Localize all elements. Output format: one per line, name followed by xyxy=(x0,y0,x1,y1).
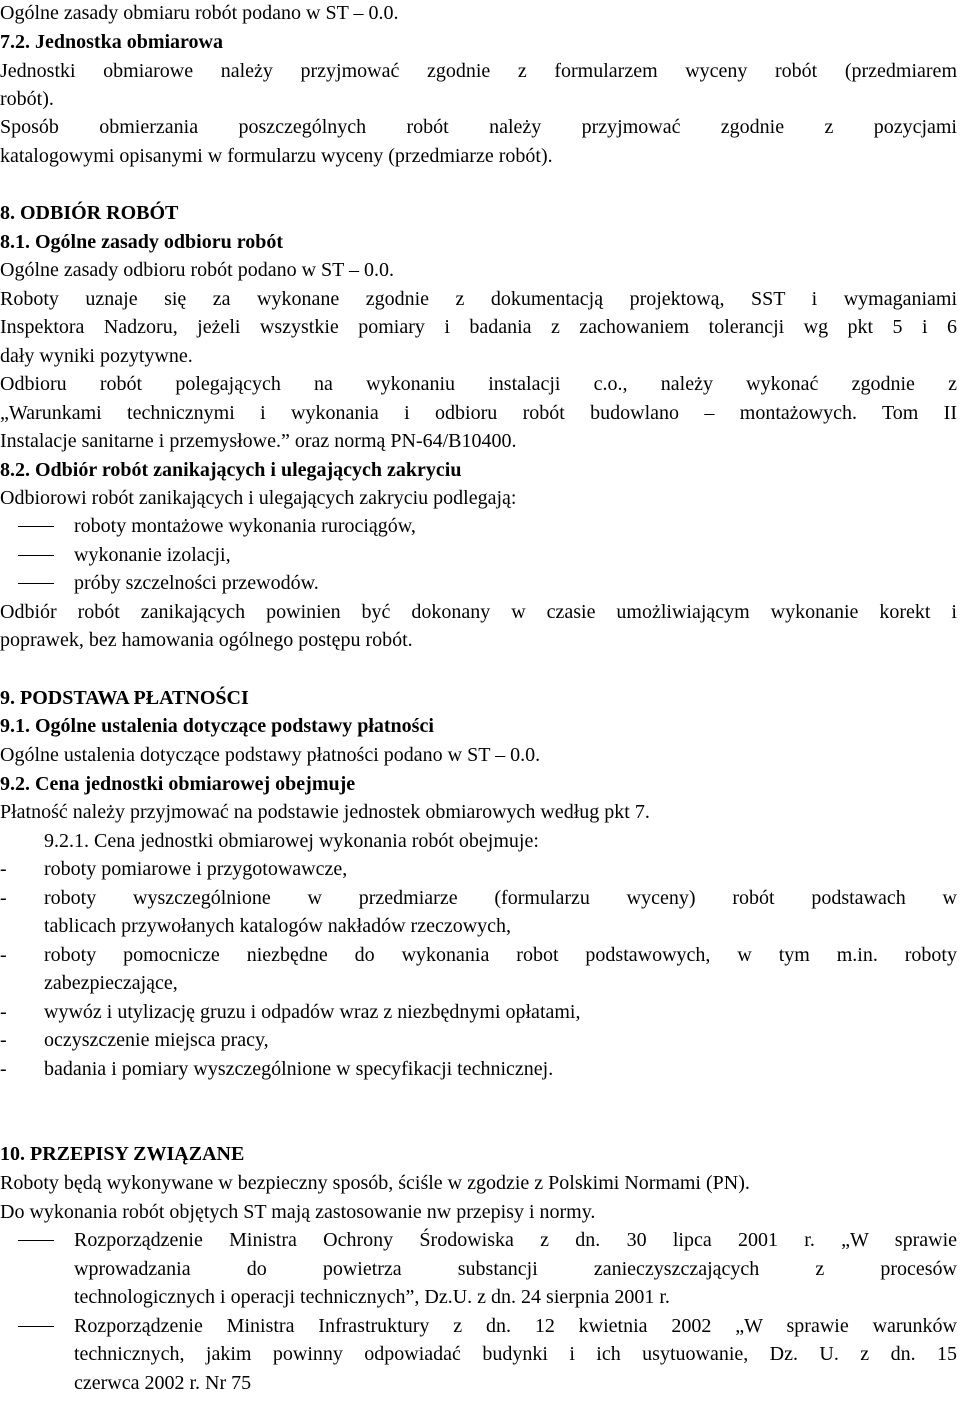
list-item-continuation: technicznych, jakim powinny odpowiadać budynki i ich usytuowanie, Dz. U. z dn. 15 xyxy=(74,1343,957,1365)
paragraph-platnosc: Płatność należy przyjmować na podstawie jednostek obmiarowych według pkt 7. xyxy=(0,801,650,823)
paragraph-zakrycie-intro: Odbiorowi robót zanikających i ulegających zakryciu podlegają: xyxy=(0,487,517,509)
heading-8-2: 8.2. Odbiór robót zanikających i ulegających zakryciu xyxy=(0,459,462,481)
list-item: wywóz i utylizację gruzu i odpadów wraz z niezbędnymi opłatami, xyxy=(44,1001,581,1023)
paragraph-roboty-line2: Inspektora Nadzoru, jeżeli wszystkie pomiary i badania z zachowaniem tolerancji wg pkt 5 i 6 xyxy=(0,316,957,338)
list-item-continuation: tablicach przywołanych katalogów nakładów rzeczowych, xyxy=(44,915,512,937)
list-item-continuation: technologicznych i operacji technicznych”, Dz.U. z dn. 24 sierpnia 2001 r. xyxy=(74,1286,670,1308)
paragraph-korekt-line2: poprawek, bez hamowania ogólnego postępu robót. xyxy=(0,629,413,651)
list-item: roboty pomiarowe i przygotowawcze, xyxy=(44,858,348,880)
list-dash-marker xyxy=(18,526,54,527)
paragraph-method-line2: katalogowymi opisanymi w formularzu wyceny (przedmiarze robót). xyxy=(0,145,553,167)
paragraph-roboty-line3: dały wyniki pozytywne. xyxy=(0,345,193,367)
list-item-continuation: zabezpieczające, xyxy=(44,972,178,994)
paragraph-units-line2: robót). xyxy=(0,88,54,110)
paragraph-co-line1: Odbioru robót polegających na wykonaniu instalacji c.o., należy wykonać zgodnie z xyxy=(0,373,957,395)
list-dash-marker xyxy=(18,555,54,556)
heading-9-1: 9.1. Ogólne ustalenia dotyczące podstawy płatności xyxy=(0,715,434,737)
list-item: wykonanie izolacji, xyxy=(74,544,231,566)
paragraph-obmiar-general: Ogólne zasady obmiaru robót podano w ST – 0.0. xyxy=(0,2,399,24)
list-hyphen-marker: - xyxy=(0,944,7,966)
list-hyphen-marker: - xyxy=(0,1029,7,1051)
paragraph-method-line1: Sposób obmierzania poszczególnych robót należy przyjmować zgodnie z pozycjami xyxy=(0,116,957,138)
heading-7-2: 7.2. Jednostka obmiarowa xyxy=(0,31,223,53)
paragraph-bezpieczny: Roboty będą wykonywane w bezpieczny sposób, ściśle w zgodzie z Polskimi Normami (PN). xyxy=(0,1172,750,1194)
list-item-continuation: czerwca 2002 r. Nr 75 xyxy=(74,1372,252,1394)
list-hyphen-marker: - xyxy=(0,1058,7,1080)
paragraph-units-line1: Jednostki obmiarowe należy przyjmować zgodnie z formularzem wyceny robót (przedmiarem xyxy=(0,60,957,82)
list-item: roboty wyszczególnione w przedmiarze (formularzu wyceny) robót podstawach w xyxy=(44,887,957,909)
heading-8-1: 8.1. Ogólne zasady odbioru robót xyxy=(0,231,283,253)
paragraph-platnosci-general: Ogólne ustalenia dotyczące podstawy płatności podano w ST – 0.0. xyxy=(0,744,541,766)
heading-8: 8. ODBIÓR ROBÓT xyxy=(0,202,179,224)
list-item: próby szczelności przewodów. xyxy=(74,572,319,594)
paragraph-roboty-line1: Roboty uznaje się za wykonane zgodnie z dokumentacją projektową, SST i wymaganiami xyxy=(0,288,957,310)
list-dash-marker xyxy=(18,583,54,584)
list-item: roboty montażowe wykonania rurociągów, xyxy=(74,515,416,537)
list-dash-marker xyxy=(18,1326,54,1327)
list-item: badania i pomiary wyszczególnione w specyfikacji technicznej. xyxy=(44,1058,554,1080)
paragraph-przepisy-intro: Do wykonania robót objętych ST mają zastosowanie nw przepisy i normy. xyxy=(0,1201,596,1223)
paragraph-co-line3: Instalacje sanitarne i przemysłowe.” oraz normą PN-64/B10400. xyxy=(0,430,517,452)
list-hyphen-marker: - xyxy=(0,887,7,909)
paragraph-9-2-1: 9.2.1. Cena jednostki obmiarowej wykonania robót obejmuje: xyxy=(44,830,539,852)
heading-10: 10. PRZEPISY ZWIĄZANE xyxy=(0,1143,245,1165)
list-item: roboty pomocnicze niezbędne do wykonania robot podstawowych, w tym m.in. roboty xyxy=(44,944,957,966)
paragraph-co-line2: „Warunkami technicznymi i wykonania i odbioru robót budowlano – montażowych. Tom II xyxy=(0,402,957,424)
heading-9: 9. PODSTAWA PŁATNOŚCI xyxy=(0,687,249,709)
list-item: oczyszczenie miejsca pracy, xyxy=(44,1029,269,1051)
list-hyphen-marker: - xyxy=(0,858,7,880)
list-hyphen-marker: - xyxy=(0,1001,7,1023)
paragraph-odbior-general: Ogólne zasady odbioru robót podano w ST – 0.0. xyxy=(0,259,395,281)
list-dash-marker xyxy=(18,1240,54,1241)
list-item-continuation: wprowadzania do powietrza substancji zanieczyszczających z procesów xyxy=(74,1258,957,1280)
paragraph-korekt-line1: Odbiór robót zanikających powinien być dokonany w czasie umożliwiającym wykonanie korekt i xyxy=(0,601,957,623)
heading-9-2: 9.2. Cena jednostki obmiarowej obejmuje xyxy=(0,773,356,795)
list-item: Rozporządzenie Ministra Infrastruktury z dn. 12 kwietnia 2002 „W sprawie warunków xyxy=(74,1315,957,1337)
list-item: Rozporządzenie Ministra Ochrony Środowiska z dn. 30 lipca 2001 r. „W sprawie xyxy=(74,1229,957,1251)
